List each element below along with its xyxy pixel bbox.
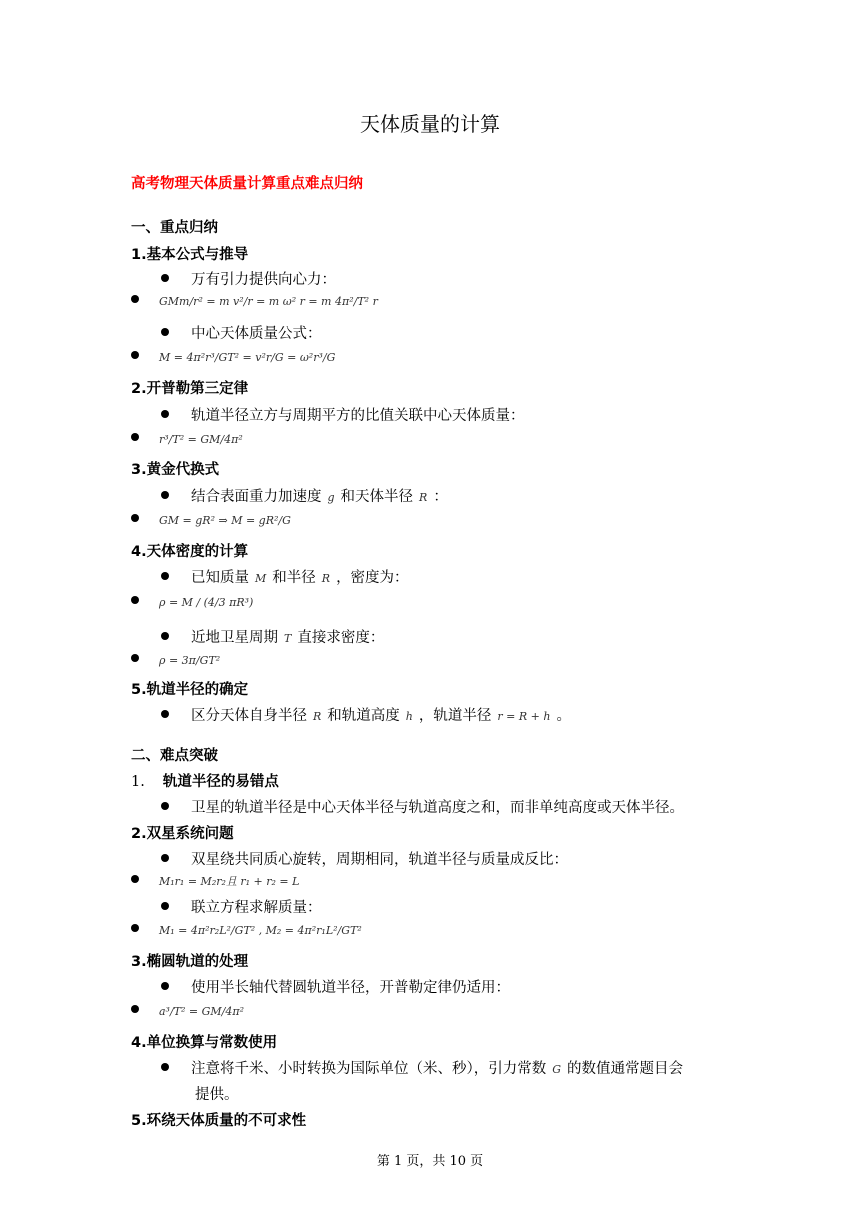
formula: a³/T² = GM/4π² — [159, 1004, 245, 1018]
page-footer: 第 1 页，共 10 页 — [376, 1154, 484, 1169]
formula: M₁ = 4π²r₂L²/GT² , M₂ = 4π²r₁L²/GT² — [159, 923, 362, 937]
bullet-icon — [161, 572, 169, 580]
bullet-icon — [131, 1005, 139, 1013]
section-heading-1: 一、重点归纳 — [131, 220, 218, 236]
subheading-1-4: 4.天体密度的计算 — [131, 544, 249, 560]
subheading-2-5: 5.环绕天体质量的不可求性 — [131, 1113, 307, 1129]
bullet-item: 轨道半径立方与周期平方的比值关联中心天体质量： — [161, 404, 525, 425]
bullet-icon — [131, 875, 139, 883]
bullet-item: 结合表面重力加速度 g 和天体半径 R ： — [161, 485, 448, 506]
bullet-item: 双星绕共同质心旋转，周期相同，轨道半径与质量成反比： — [161, 848, 568, 869]
subheading-1-2: 2.开普勒第三定律 — [131, 381, 249, 397]
formula: M = 4π²r³/GT² = v²r/G = ω²r³/G — [159, 350, 336, 364]
red-heading: 高考物理天体质量计算重点难点归纳 — [131, 176, 363, 192]
formula: r³/T² = GM/4π² — [159, 432, 243, 446]
bullet-icon — [161, 854, 169, 862]
formula-line — [131, 294, 378, 308]
formula-line — [131, 1004, 244, 1018]
bullet-item: 已知质量 M 和半径 R ，密度为： — [161, 566, 409, 587]
subheading-1-3: 3.黄金代换式 — [131, 462, 220, 478]
formula-line — [131, 595, 253, 609]
formula-line — [131, 653, 220, 667]
formula-line — [131, 350, 335, 364]
bullet-icon — [161, 328, 169, 336]
bullet-icon — [131, 514, 139, 522]
bullet-icon — [161, 632, 169, 640]
subheading-2-1: 1. 轨道半径的易错点 — [131, 774, 279, 790]
formula: M₁r₁ = M₂r₂且 r₁ + r₂ = L — [159, 875, 300, 888]
formula-line — [131, 432, 243, 446]
bullet-icon — [161, 982, 169, 990]
bullet-icon — [131, 433, 139, 441]
formula-line — [131, 923, 362, 937]
bullet-icon — [131, 924, 139, 932]
bullet-icon — [161, 410, 169, 418]
formula: GM = gR² ⇒ M = gR²/G — [159, 513, 291, 527]
formula-line — [131, 513, 291, 527]
subheading-1-1: 1.基本公式与推导 — [131, 247, 249, 263]
formula: ρ = 3π/GT² — [159, 653, 221, 667]
bullet-icon — [131, 351, 139, 359]
bullet-icon — [161, 1063, 169, 1071]
formula-line — [131, 873, 299, 889]
bullet-item: 卫星的轨道半径是中心天体半径与轨道高度之和，而非单纯高度或天体半径。 — [161, 796, 684, 817]
bullet-icon — [161, 902, 169, 910]
subheading-2-2: 2.双星系统问题 — [131, 826, 234, 842]
subheading-2-4: 4.单位换算与常数使用 — [131, 1035, 278, 1051]
bullet-item: 注意将千米、小时转换为国际单位（米、秒），引力常数 G 的数值通常题目会 — [161, 1057, 683, 1078]
subheading-2-3: 3.椭圆轨道的处理 — [131, 954, 249, 970]
bullet-icon — [161, 274, 169, 282]
bullet-item: 使用半长轴代替圆轨道半径，开普勒定律仍适用： — [161, 976, 510, 997]
bullet-icon — [161, 491, 169, 499]
formula: ρ = M / (4/3 πR³) — [159, 595, 254, 609]
subheading-1-5: 5.轨道半径的确定 — [131, 682, 249, 698]
bullet-item: 联立方程求解质量： — [161, 896, 322, 917]
bullet-icon — [131, 596, 139, 604]
page-title: 天体质量的计算 — [360, 112, 500, 136]
bullet-item: 中心天体质量公式： — [161, 322, 322, 343]
bullet-item: 区分天体自身半径 R 和轨道高度 h ，轨道半径 r = R + h 。 — [161, 704, 571, 725]
bullet-item: 近地卫星周期 T 直接求密度： — [161, 626, 384, 647]
bullet-icon — [131, 295, 139, 303]
bullet-icon — [161, 802, 169, 810]
formula: GMm/r² = m v²/r = m ω² r = m 4π²/T² r — [159, 294, 378, 308]
bullet-continuation: 提供。 — [195, 1087, 239, 1103]
bullet-item: 万有引力提供向心力： — [161, 268, 336, 289]
bullet-icon — [131, 654, 139, 662]
bullet-icon — [161, 710, 169, 718]
section-heading-2: 二、难点突破 — [131, 748, 218, 764]
